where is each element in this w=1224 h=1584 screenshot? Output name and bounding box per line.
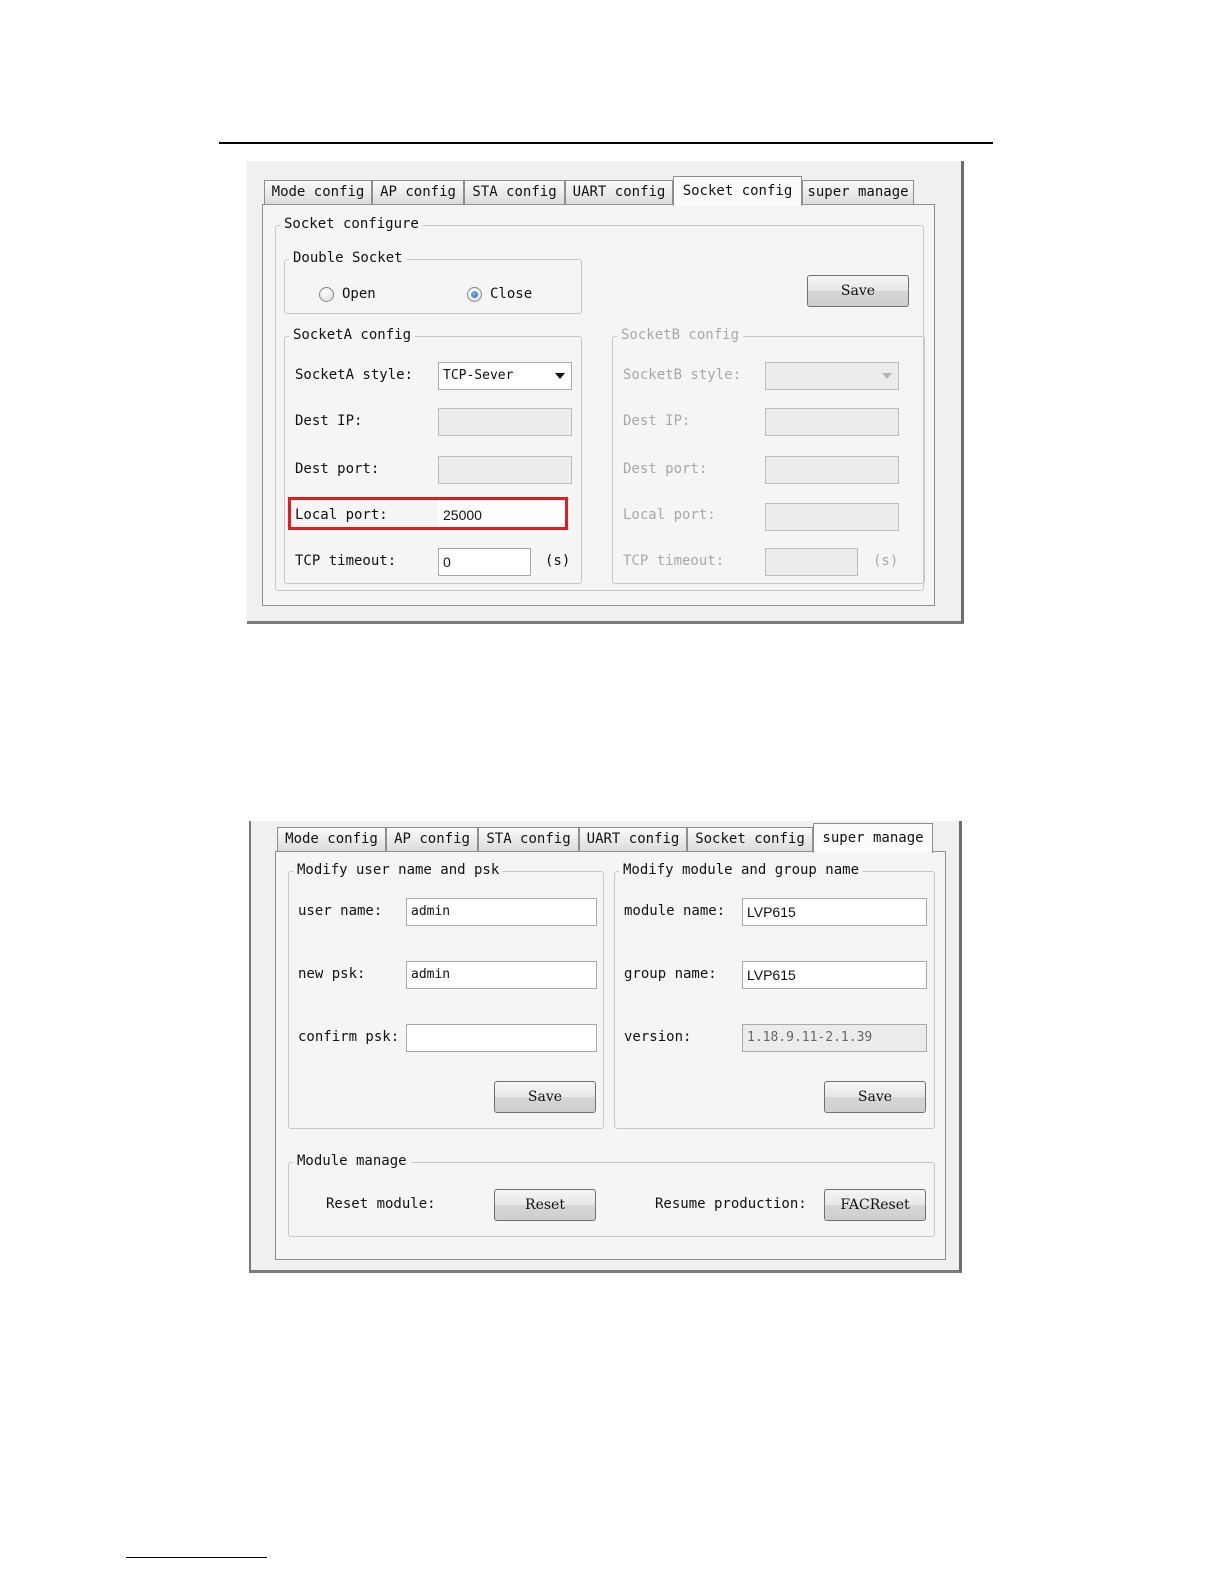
tab-uart-config[interactable]: UART config xyxy=(579,827,687,851)
tab-panel xyxy=(262,204,935,606)
socketb-style-select xyxy=(765,362,899,390)
save-user-button[interactable]: Save xyxy=(494,1081,596,1113)
reset-button[interactable]: Reset xyxy=(494,1189,596,1221)
tab-mode-config[interactable]: Mode config xyxy=(264,180,372,204)
confirm-psk-input[interactable] xyxy=(406,1024,597,1052)
socketa-dest-ip-label: Dest IP: xyxy=(295,413,363,429)
socketa-title: SocketA config xyxy=(289,327,415,343)
new-psk-input[interactable]: admin xyxy=(406,961,597,989)
socketa-dest-port-input[interactable] xyxy=(438,456,572,484)
new-psk-label: new psk: xyxy=(298,966,366,982)
socketa-local-port-input[interactable]: 25000 xyxy=(438,501,565,529)
double-socket-title: Double Socket xyxy=(289,250,407,266)
socketa-dest-ip-input[interactable] xyxy=(438,408,572,436)
radio-open[interactable] xyxy=(319,287,334,302)
module-group-title: Modify module and group name xyxy=(619,862,863,878)
resume-production-label: Resume production: xyxy=(655,1196,807,1212)
group-name-input[interactable]: LVP615 xyxy=(742,961,927,989)
socketa-style-label: SocketA style: xyxy=(295,367,414,383)
socketb-tcp-timeout-label: TCP timeout: xyxy=(623,553,725,569)
socketb-style-label: SocketB style: xyxy=(623,367,742,383)
version-field: 1.18.9.11-2.1.39 xyxy=(742,1024,927,1052)
socketa-tcp-timeout-label: TCP timeout: xyxy=(295,553,397,569)
socketb-dest-ip-label: Dest IP: xyxy=(623,413,691,429)
socket-configure-group xyxy=(275,216,924,591)
socketb-dest-ip-input xyxy=(765,408,899,436)
version-label: version: xyxy=(624,1029,692,1045)
socketb-config-group xyxy=(612,327,925,584)
tab-strip xyxy=(264,180,914,206)
user-psk-title: Modify user name and psk xyxy=(293,862,503,878)
reset-module-label: Reset module: xyxy=(326,1196,436,1212)
facreset-button[interactable]: FACReset xyxy=(824,1189,926,1221)
socketa-tcp-timeout-input[interactable]: 0 xyxy=(438,548,531,576)
user-name-label: user name: xyxy=(298,903,383,919)
module-name-label: module name: xyxy=(624,903,726,919)
module-manage-group xyxy=(288,1153,935,1237)
tab-mode-config[interactable]: Mode config xyxy=(277,827,386,851)
socketa-config-group xyxy=(284,327,582,584)
radio-close[interactable] xyxy=(467,287,482,302)
double-socket-group xyxy=(284,250,582,314)
tab-uart-config[interactable]: UART config xyxy=(565,180,673,204)
socketb-dest-port-input xyxy=(765,456,899,484)
user-psk-group xyxy=(288,862,604,1129)
tab-sta-config[interactable]: STA config xyxy=(478,827,579,851)
chevron-down-icon xyxy=(882,373,892,379)
super-manage-window xyxy=(249,821,962,1273)
tab-socket-config[interactable]: Socket config xyxy=(687,827,813,851)
tab-super-manage[interactable]: super manage xyxy=(802,180,914,204)
module-manage-title: Module manage xyxy=(293,1153,411,1169)
page-rule-bottom xyxy=(126,1557,267,1558)
socketb-local-port-input xyxy=(765,503,899,531)
socketa-style-value: TCP-Sever xyxy=(443,368,514,383)
socketa-style-select[interactable] xyxy=(438,362,572,390)
tab-panel xyxy=(275,851,946,1260)
save-button[interactable]: Save xyxy=(807,275,909,307)
socket-config-window xyxy=(247,161,964,624)
group-name-label: group name: xyxy=(624,966,717,982)
tab-sta-config[interactable]: STA config xyxy=(464,180,565,204)
socketb-unit-label: (s) xyxy=(873,553,899,569)
save-module-button[interactable]: Save xyxy=(824,1081,926,1113)
radio-open-label: Open xyxy=(342,286,376,302)
socketb-local-port-label: Local port: xyxy=(623,507,716,523)
module-group-name-group xyxy=(614,862,935,1129)
socketb-dest-port-label: Dest port: xyxy=(623,461,708,477)
local-port-highlight xyxy=(288,497,568,530)
confirm-psk-label: confirm psk: xyxy=(298,1029,400,1045)
page-rule-top xyxy=(219,142,993,144)
socketa-dest-port-label: Dest port: xyxy=(295,461,380,477)
socketb-title: SocketB config xyxy=(617,327,743,343)
tab-socket-config[interactable]: Socket config xyxy=(673,176,802,206)
group-title: Socket configure xyxy=(280,216,423,232)
tab-super-manage[interactable]: super manage xyxy=(813,823,933,853)
chevron-down-icon xyxy=(555,373,565,379)
user-name-input[interactable]: admin xyxy=(406,898,597,926)
socketa-unit-label: (s) xyxy=(545,553,571,569)
tab-ap-config[interactable]: AP config xyxy=(372,180,464,204)
socketa-local-port-label: Local port: xyxy=(295,507,388,523)
radio-close-label: Close xyxy=(490,286,533,302)
tab-ap-config[interactable]: AP config xyxy=(386,827,478,851)
tab-strip xyxy=(277,827,933,853)
module-name-input[interactable]: LVP615 xyxy=(742,898,927,926)
socketb-tcp-timeout-input xyxy=(765,548,858,576)
